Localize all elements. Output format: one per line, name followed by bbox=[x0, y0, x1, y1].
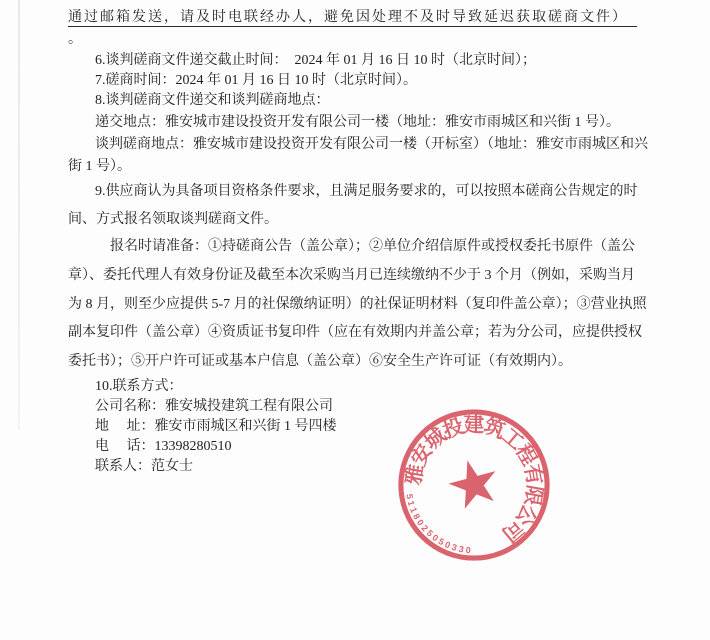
seal-company-char: 城 bbox=[420, 424, 451, 455]
seal-star-icon bbox=[449, 460, 496, 508]
seal-number-digit: 1 bbox=[405, 499, 417, 508]
seal-company-char: 工 bbox=[497, 424, 528, 455]
seal-company-char: 有 bbox=[519, 462, 546, 487]
seal-company-char: 安 bbox=[407, 440, 438, 470]
seal-number-digit: 2 bbox=[419, 523, 431, 534]
seal-company-char: 筑 bbox=[480, 415, 508, 443]
registration-requirements-paragraph: 报名时请准备：①持磋商公告（盖公章）；②单位介绍信原件或授权委托书原件（盖公章）、委托代理人有效身份证及截至本次采购当月已连续缴纳不少于 3 个月（例如，采购当月为 8 月，则至少应提供 5-7 月的社保缴纳证明）的社保证明材料（复印件盖公章）；③营业执照副本复印件（盖公章）④资质证书复印件（应在有效期内并盖公章；若为分公司，应提供授权委托书）；⑤开户许可证或基本户信息（盖公章）⑥安全生产许可证（有效期内）。 bbox=[68, 239, 647, 370]
contact-company-line: 公司名称：雅安城投建筑工程有限公司 bbox=[95, 398, 333, 414]
seal-number-digit: 0 bbox=[443, 539, 452, 551]
seal-number-digit: 0 bbox=[465, 544, 472, 556]
seal-number-digit: 5 bbox=[424, 527, 436, 539]
delivery-location-line: 递交地点：雅安城市建设投资开发有限公司一楼（地址：雅安市雨城区和兴街 1 号）。 bbox=[95, 115, 620, 130]
item-7-negotiation-time: 7.磋商时间：2024 年 01 月 16 日 10 时（北京时间）。 bbox=[95, 73, 417, 88]
contact-address-line: 地 址：雅安市雨城区和兴街 1 号四楼 bbox=[95, 418, 337, 434]
seal-company-char: 投 bbox=[440, 415, 468, 443]
seal-number-digit: 0 bbox=[414, 517, 426, 528]
intro-period: 。 bbox=[68, 32, 84, 47]
item-10-contact-heading: 10.联系方式： bbox=[95, 378, 183, 394]
intro-underlined-text: 通过邮箱发送，请及时电联经办人，避免因处理不及时导致延迟获取磋商文件） bbox=[68, 10, 637, 25]
document-body bbox=[68, 7, 648, 477]
seal-company-char: 程 bbox=[510, 440, 541, 470]
seal-number-digit: 5 bbox=[436, 536, 446, 548]
seal-company-char: 限 bbox=[519, 483, 546, 508]
seal-company-char: 司 bbox=[497, 515, 528, 546]
item-8-locations-heading: 8.谈判磋商文件递交和谈判磋商地点： bbox=[95, 93, 330, 108]
seal-number-digit: 8 bbox=[411, 511, 423, 522]
seal-number-digit: 5 bbox=[404, 493, 415, 500]
seal-number-digit: 1 bbox=[407, 505, 420, 515]
seal-company-char: 公 bbox=[510, 500, 541, 530]
seal-number-digit: 0 bbox=[430, 532, 441, 544]
item-9-supplier-paragraph: 9.供应商认为具备项目资格条件要求，且满足服务要求的，可以按照本磋商公告规定的时间、方式报名领取谈判磋商文件。 bbox=[68, 184, 638, 227]
company-seal-stamp bbox=[389, 400, 559, 570]
contact-phone-line: 电 话：13398280510 bbox=[95, 438, 232, 454]
contact-person-line: 联系人：范女士 bbox=[95, 458, 193, 474]
seal-number-digit: 3 bbox=[450, 541, 459, 553]
item-6-submission-deadline: 6.谈判磋商文件递交截止时间： 2024 年 01 月 16 日 10 时（北京时间）； bbox=[95, 53, 536, 68]
seal-company-char: 雅 bbox=[402, 462, 429, 487]
scan-edge-artifact bbox=[18, 0, 20, 430]
negotiation-location-line: 谈判磋商地点：雅安城市建设投资开发有限公司一楼（开标室）（地址：雅安市雨城区和兴街 1 号）。 bbox=[68, 137, 648, 174]
seal-company-char: 建 bbox=[463, 414, 485, 437]
seal-number-digit: 3 bbox=[457, 543, 465, 555]
intro-paragraph bbox=[68, 7, 648, 51]
